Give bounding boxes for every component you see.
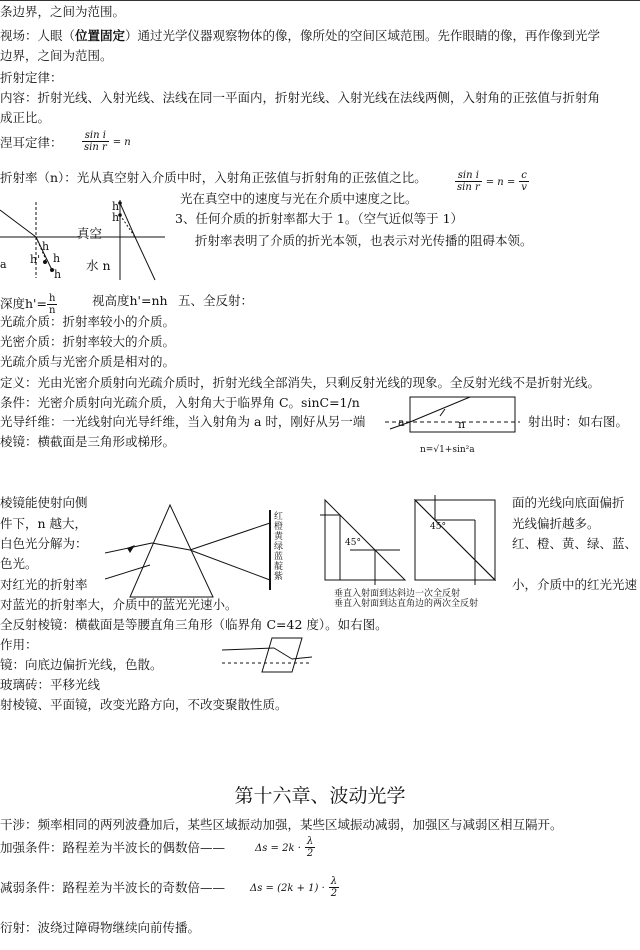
spectrum-color-label: 靛	[274, 562, 284, 572]
text-line: 视场：人眼（位置固定）通过光学仪器观察物体的像，像所处的空间区域范围。先作眼睛的像，再作像到光学	[0, 28, 601, 43]
text-line: 小，介质中的红光光速	[512, 577, 638, 592]
diagram-label: a	[398, 416, 405, 429]
apparent-height-diagram	[90, 195, 170, 290]
text-line: 色光。	[0, 556, 38, 571]
text-line: 成正比。	[0, 110, 51, 125]
text-line: 边界，之间为范围。	[0, 48, 113, 63]
diagram-label: h	[54, 268, 62, 281]
text-line: 作用：	[0, 637, 38, 652]
text-line: 光疏介质：折射率较小的介质。	[0, 314, 176, 329]
text-line: 折射定律：	[0, 70, 63, 85]
diagram-label: h	[112, 200, 120, 213]
text-line: 白色光分解为：	[0, 536, 88, 551]
snell-num: sin i	[82, 130, 109, 142]
text-line: 干涉：频率相同的两列波叠加后，某些区域振动加强，某些区域振动减弱，加强区与减弱区相互隔开。	[0, 817, 563, 832]
text-line: 红、橙、黄、绿、蓝、	[512, 536, 638, 551]
diagram-caption: 垂直入射面到达直角边的两次全反射	[334, 599, 479, 609]
spectrum-color-label: 红	[274, 512, 284, 522]
chapter-title: 第十六章、波动光学	[234, 785, 406, 807]
spectrum-color-label: 黄	[274, 532, 284, 542]
snell-den: sin r	[84, 142, 107, 153]
text-line: 件下，n 越大，	[0, 516, 88, 531]
text-line: 条件：光密介质射向光疏介质，入射角大于临界角 C。sinC=1/n	[0, 395, 360, 410]
spectrum-color-label: 绿	[274, 542, 284, 552]
text-line: 光线偏折越多。	[512, 516, 600, 531]
optical-fiber-diagram	[385, 392, 520, 442]
snell-formula	[82, 130, 131, 153]
text-line: 光导纤维：一光线射向光导纤维，当入射角为 a 时，刚好从另一端	[0, 414, 366, 429]
text-line: 涅耳定律：	[0, 135, 63, 150]
text-line: 玻璃砖：平移光线	[0, 677, 101, 692]
diagram-label: n=√1+sin²a	[420, 445, 475, 455]
diagram-label: n	[458, 418, 466, 431]
text-line: 面的光线向底面偏折	[512, 495, 625, 510]
text-line: 光密介质：折射率较大的介质。	[0, 334, 176, 349]
apparent-depth-diagram	[0, 190, 80, 290]
text-line: 3、任何介质的折射率都大于 1。（空气近似等于 1）	[175, 211, 464, 226]
top-rule	[0, 0, 640, 1]
diagram-caption: 垂直入射面到达斜边一次全反射	[334, 589, 461, 599]
diagram-label: h	[112, 211, 120, 224]
apparent-depth: 深度h'= $\frac{h}{n}$	[0, 293, 56, 316]
text-line: 对红光的折射率	[0, 577, 88, 592]
text-line: 棱镜能使射向侧	[0, 495, 88, 510]
snell-eq: = n	[112, 137, 131, 148]
angle-label: 45°	[345, 538, 361, 548]
text-line: 光疏介质与光密介质是相对的。	[0, 354, 176, 369]
diagram-label: 水 n	[86, 258, 111, 273]
glass-slab-diagram	[222, 635, 312, 675]
apparent-height: 视高度h'=nh	[92, 293, 168, 308]
destructive-formula: Δs = (2k + 1) · $\frac{\lambda}{2}$	[250, 876, 338, 899]
text-line: 折射率表明了介质的折光本领，也表示对光传播的阻碍本领。	[195, 233, 533, 248]
diagram-label: a	[0, 258, 7, 271]
text-line: 条边界，之间为范围。	[0, 4, 126, 19]
text-line: 内容：折射光线、入射光线、法线在同一平面内，折射光线、入射光线在法线两侧，入射角的正弦值与折射角	[0, 90, 601, 105]
text-line: 折射率（n）：光从真空射入介质中时，入射角正弦值与折射角的正弦值之比。	[0, 170, 427, 185]
text-line: 对蓝光的折射率大，介质中的蓝光光速小。	[0, 597, 238, 612]
text-line: 五、全反射：	[178, 293, 254, 308]
text-line: 镜：向底边偏折光线，色散。	[0, 657, 163, 672]
text-line: 射棱镜、平面镜，改变光路方向，不改变聚散性质。	[0, 697, 288, 712]
angle-label: 45°	[430, 522, 446, 532]
n-formula: $\frac{\text{sin i}}{\text{sin r}}$ = n = $\frac{c}{v}$	[457, 170, 527, 193]
diagram-label: h	[53, 252, 61, 265]
spectrum-color-label: 橙	[274, 522, 284, 532]
text-line: 射出时：如右图。	[528, 414, 629, 429]
text-line: 光在真空中的速度与光在介质中速度之比。	[180, 191, 418, 206]
text-line: 棱镜：横截面是三角形或梯形。	[0, 434, 176, 449]
constructive-formula: Δs = 2k · $\frac{\lambda}{2}$	[255, 836, 314, 859]
dispersion-prism-diagram	[105, 495, 295, 605]
spectrum-color-label: 蓝	[274, 552, 284, 562]
diagram-label: 真空	[77, 226, 103, 241]
text-line: 加强条件：路程差为半波长的偶数倍——	[0, 840, 226, 855]
text-line: 定义：光由光密介质射向光疏介质时，折射光线全部消失，只剩反射光线的现象。全反射光线不是折射光线。	[0, 375, 601, 390]
spectrum-color-label: 紫	[274, 572, 284, 582]
text-line: 衍射：波绕过障碍物继续向前传播。	[0, 920, 201, 935]
text-line: 减弱条件：路程差为半波长的奇数倍——	[0, 880, 226, 895]
diagram-label: h'	[30, 253, 41, 266]
diagram-label: h	[42, 240, 50, 253]
spectrum-labels	[274, 512, 286, 582]
text-line: 全反射棱镜：横截面是等腰直角三角形（临界角 C=42 度）。如右图。	[0, 617, 388, 632]
